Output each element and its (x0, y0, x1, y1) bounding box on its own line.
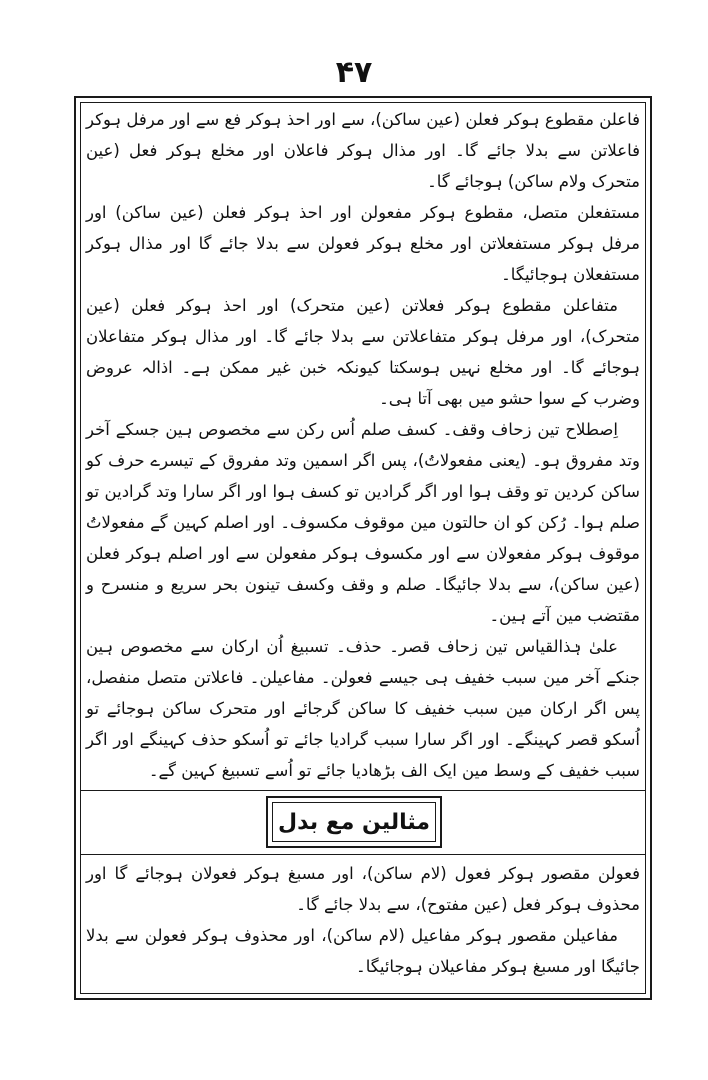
paragraph-waqf-kasf-salm: اِصطلاح تین زحاف وقف۔ کسف صلم اُس رکن سے مخصوص ہین جسکے آخر وتد مفروق ہو۔ (یعنی مفعولاتُ)، پس اگر اسمین وتد مفروق کے تیسرے حرف کو ساکن کردین تو وقف ہوا اور اگر گرادین تو کسف ہوا اور اگر سارا وتد گرادین تو صلم ہوا۔ رُکن کو ان حالتون مین موقوف مکسوف۔ اور اصلم کہین گے مفعولاتُ موقوف ہوکر مفعولان سے اور مکسوف ہوکر مفعولن سے اور اصلم ہوکر فعلن (عین ساکن)، سے بدلا جائیگا۔ صلم و وقف وکسف تینون بحر سریع و منسرح و مقتضب مین آتے ہین۔ (86, 420, 640, 625)
paragraph-mustafilun: مستفعلن متصل، مقطوع ہوکر مفعولن اور احذ ہوکر فعلن (عین ساکن) اور مرفل ہوکر مستفعلاتن اور مخلع ہوکر فعولن سے بدلا جائے گا اور مذال ہوکر مستفعلان ہوجائیگا۔ (86, 203, 640, 284)
section-heading: مثالین مع بدل (272, 802, 436, 842)
examples-section (86, 858, 640, 990)
divider-bottom (80, 854, 646, 855)
page-number: ۴۷ (335, 55, 373, 90)
paragraph-mutafailun: متفاعلن مقطوع ہوکر فعلاتن (عین متحرک) اور احذ ہوکر فعلن (عین متحرک)، اور مرفل ہوکر متفاعلاتن سے بدلا جائے گا۔ اور مذال ہوکر متفاعلان ہوجائے گا۔ اور مخلع نہیں ہوسکتا کیونکہ خبن غیر ممکن ہے۔ اذالہ عروض وضرب کے سوا حشو میں بھی آتا ہی۔ (86, 296, 640, 408)
main-text-section (86, 104, 640, 788)
paragraph-qasr-hazf-tasbigh: علیٰ ہٰذالقیاس تین زحاف قصر۔ حذف۔ تسبیغ اُن ارکان سے مخصوص ہین جنکے آخر مین سبب خفیف ہی جیسے فعولن۔ مفاعیلن۔ فاعلاتن متصل منفصل، پس اگر ارکان مین سبب خفیف کا ساکن گرجائے اور متحرک ساکن ہوجائے تو اُسکو قصر کہینگے۔ اور اگر سارا سبب گرادیا جائے تو اُسکو حذف کہینگے اور اگر سبب خفیف کے وسط مین ایک الف بڑھادیا جائے تو اُسے تسبیغ کہین گے۔ (86, 637, 640, 780)
example-fauulun: فعولن مقصور ہوکر فعول (لام ساکن)، اور مسبغ ہوکر فعولان ہوجائے گا اور محذوف ہوکر فعل (عین مفتوح)، سے بدلا جائے گا۔ (86, 864, 640, 914)
example-mafaailun: مفاعیلن مقصور ہوکر مفاعیل (لام ساکن)، اور محذوف ہوکر فعولن سے بدلا جائیگا اور مسبغ ہوکر مفاعیلان ہوجائیگا۔ (86, 926, 640, 976)
paragraph-faalun: فاعلن مقطوع ہوکر فعلن (عین ساکن)، سے اور احذ ہوکر فع سے اور مرفل ہوکر فاعلاتن سے بدلا جائے گا۔ اور مذال ہوکر فاعلان اور مخلع ہوکر فعل (عین متحرک ولام ساکن) ہوجائے گا۔ (86, 110, 640, 191)
divider-top (80, 790, 646, 791)
heading-box (266, 796, 442, 848)
